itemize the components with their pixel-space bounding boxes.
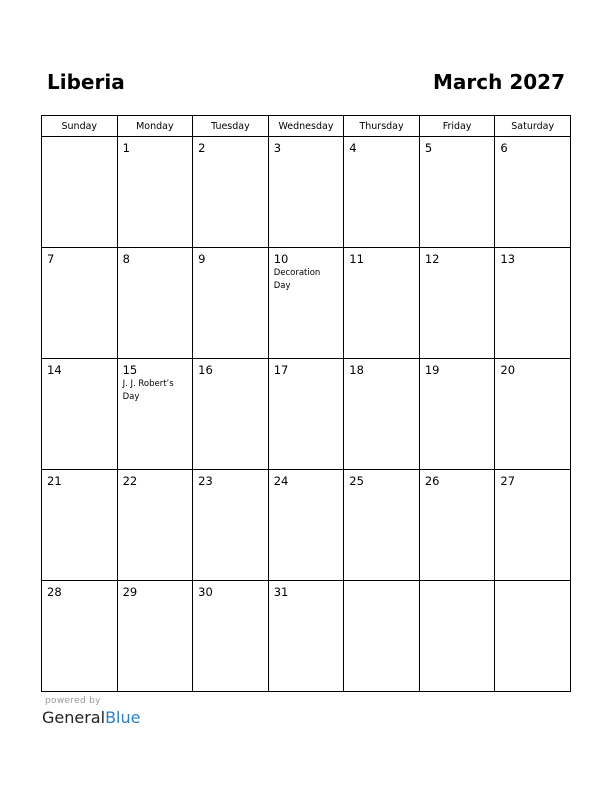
day-number: 27 — [500, 474, 516, 488]
day-number: 29 — [122, 585, 138, 599]
holiday-label: Decoration Day — [273, 268, 321, 291]
week-row — [42, 470, 571, 581]
day-cell — [344, 581, 420, 692]
day-cell — [344, 470, 420, 581]
day-cell — [495, 359, 571, 470]
month-year-title: March 2027 — [433, 70, 565, 94]
weekday-header-row — [42, 116, 571, 137]
day-cell — [193, 470, 269, 581]
day-number: 15 — [122, 363, 138, 377]
day-cell — [42, 137, 118, 248]
brand-general: General — [42, 708, 106, 727]
day-cell — [268, 359, 344, 470]
day-number: 2 — [198, 141, 206, 155]
day-number: 8 — [122, 252, 130, 266]
day-cell — [42, 248, 118, 359]
holiday-label: J. J. Robert’s Day — [122, 379, 174, 402]
day-number: 3 — [273, 141, 282, 155]
day-number: 14 — [47, 363, 62, 377]
week-row — [42, 137, 571, 248]
week-row — [42, 248, 571, 359]
calendar-grid — [41, 115, 571, 692]
day-number: 4 — [349, 141, 357, 155]
day-cell — [268, 581, 344, 692]
day-number: 18 — [349, 363, 364, 377]
day-number: 25 — [349, 474, 364, 488]
brand-logo[interactable] — [42, 708, 140, 727]
powered-by-text: powered by — [45, 696, 101, 706]
day-number: 22 — [122, 474, 138, 488]
day-number: 26 — [424, 474, 440, 488]
weekday-wednesday: Wednesday — [268, 116, 344, 137]
week-row — [42, 581, 571, 692]
day-cell — [117, 248, 193, 359]
day-cell — [117, 581, 193, 692]
day-cell — [193, 248, 269, 359]
day-number: 17 — [273, 363, 289, 377]
day-cell — [117, 470, 193, 581]
brand-blue: Blue — [105, 708, 141, 727]
day-cell — [42, 470, 118, 581]
day-cell — [419, 137, 495, 248]
day-number: 12 — [424, 252, 440, 266]
day-cell — [193, 137, 269, 248]
week-row — [42, 359, 571, 470]
day-cell — [495, 581, 571, 692]
day-number: 20 — [500, 363, 516, 377]
day-cell — [419, 248, 495, 359]
day-number: 28 — [47, 585, 62, 599]
day-number: 24 — [273, 474, 289, 488]
day-cell — [495, 470, 571, 581]
day-number: 6 — [500, 141, 508, 155]
day-number: 7 — [47, 252, 55, 266]
day-number: 11 — [349, 252, 364, 266]
day-cell — [495, 248, 571, 359]
day-cell — [495, 137, 571, 248]
day-cell — [268, 248, 344, 359]
day-cell — [193, 359, 269, 470]
day-number: 9 — [198, 252, 206, 266]
day-number: 31 — [273, 585, 289, 599]
day-cell — [268, 470, 344, 581]
weekday-monday: Monday — [117, 116, 193, 137]
day-cell — [344, 137, 420, 248]
weekday-thursday: Thursday — [344, 116, 420, 137]
day-cell — [419, 581, 495, 692]
day-cell — [344, 248, 420, 359]
day-cell — [117, 137, 193, 248]
day-number: 10 — [273, 252, 289, 266]
weekday-tuesday: Tuesday — [193, 116, 269, 137]
day-cell — [344, 359, 420, 470]
day-cell — [419, 470, 495, 581]
weekday-friday: Friday — [419, 116, 495, 137]
day-cell — [42, 359, 118, 470]
day-number: 19 — [424, 363, 440, 377]
day-number: 23 — [198, 474, 213, 488]
weekday-sunday: Sunday — [42, 116, 118, 137]
day-number: 13 — [500, 252, 516, 266]
day-number: 21 — [47, 474, 62, 488]
day-cell — [419, 359, 495, 470]
weekday-saturday: Saturday — [495, 116, 571, 137]
day-number: 5 — [424, 141, 433, 155]
day-cell — [193, 581, 269, 692]
day-cell — [117, 359, 193, 470]
day-number: 1 — [122, 141, 130, 155]
day-cell — [42, 581, 118, 692]
country-title: Liberia — [47, 70, 125, 94]
day-cell — [268, 137, 344, 248]
day-number: 16 — [198, 363, 213, 377]
day-number: 30 — [198, 585, 213, 599]
